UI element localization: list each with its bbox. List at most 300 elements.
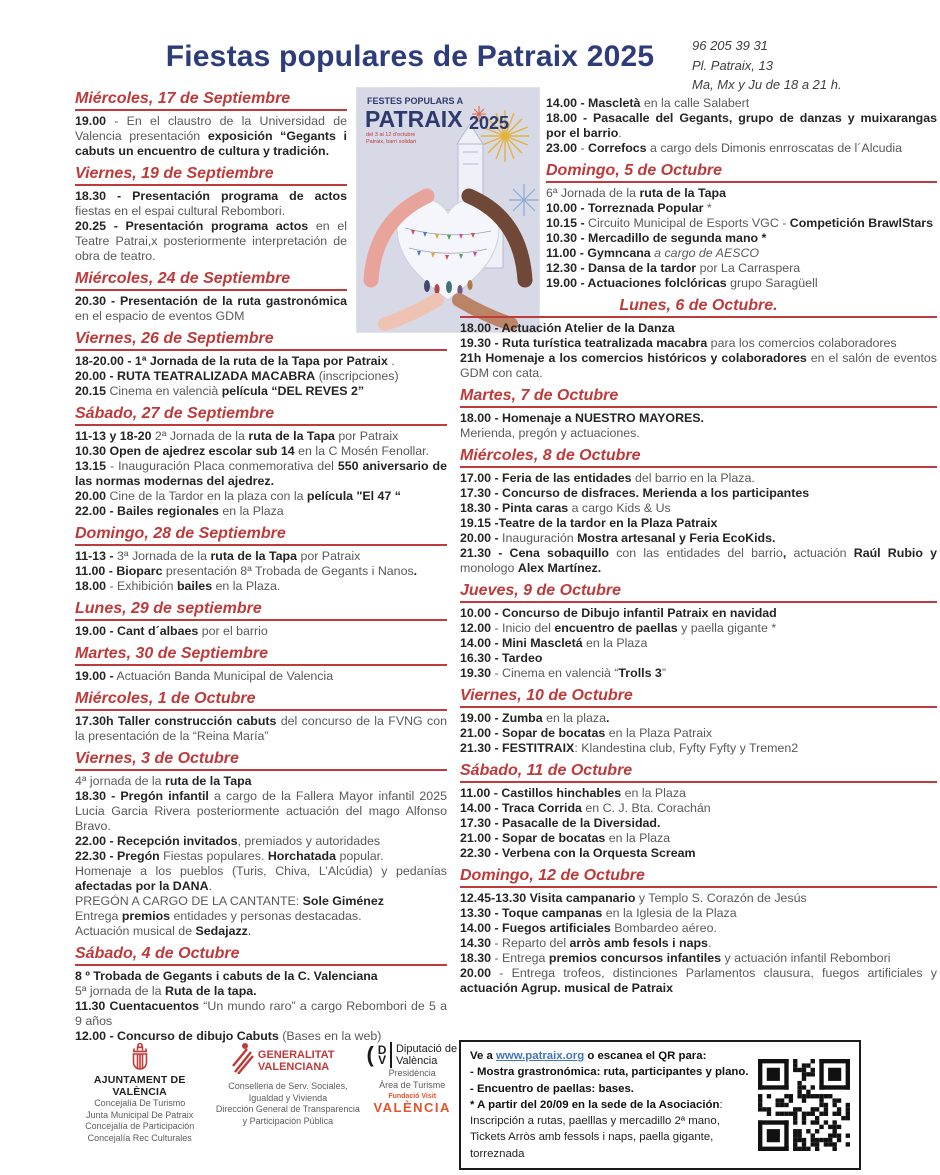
text-segment: (inscripciones) xyxy=(315,369,399,383)
text-segment: a cargo de la Fallera Mayor infantil 2025 Lucia Garcia Rivera posteriormente actuación del mago Alfonso Bravo. xyxy=(75,789,447,833)
text-segment: fiestas en el espai cultural Rebombori. xyxy=(75,204,286,218)
logo-title: GENERALITAT VALENCIANA xyxy=(257,1048,335,1073)
text-segment: - En el claustro de la Universidad de Valencia presentación xyxy=(75,114,347,143)
event-line xyxy=(75,219,347,264)
logo-subline: Igualdad y Vivienda xyxy=(248,1092,328,1103)
date-heading: Viernes, 26 de Septiembre xyxy=(75,330,447,351)
text-segment: en la Plaza. xyxy=(212,579,281,593)
event-line xyxy=(460,951,937,966)
text-segment: Mostra artesanal y Feria EcoKids. xyxy=(577,531,776,545)
text-segment: . xyxy=(618,126,622,140)
text-segment: 17.00 - Feria de las entidades xyxy=(460,471,632,485)
date-section xyxy=(75,330,447,399)
text-segment: 19.00 xyxy=(75,114,107,128)
text-segment: Trolls 3 xyxy=(618,666,662,680)
text-segment: Alex Martínez. xyxy=(517,561,602,575)
qr-code xyxy=(758,1059,850,1151)
text-segment: 20.30 - Presentación de la ruta gastronómica xyxy=(75,294,347,308)
event-line xyxy=(75,189,347,219)
event-line xyxy=(75,384,447,399)
date-section xyxy=(75,600,447,639)
event-line xyxy=(75,579,447,594)
text-segment: premios xyxy=(121,909,171,923)
text-segment: 17.30h Taller construcción cabuts xyxy=(75,714,277,728)
logo-subline: Àrea de Turisme xyxy=(379,1079,446,1090)
date-heading: Viernes, 10 de Octubre xyxy=(460,687,937,708)
date-heading: Sábado, 27 de Septiembre xyxy=(75,405,447,426)
event-line xyxy=(460,831,937,846)
text-segment: o escanea el QR para: xyxy=(584,1050,707,1063)
event-line xyxy=(546,276,937,291)
contact-hours: Ma, Mx y Ju de 18 a 21 h. xyxy=(692,77,842,92)
text-segment: : xyxy=(719,1098,723,1111)
fundacio-visit-label: Fundació Visit xyxy=(388,1093,437,1100)
date-heading: Sábado, 4 de Octubre xyxy=(75,945,447,966)
text-segment: . xyxy=(606,711,610,725)
logo-subline: Junta Municipal De Patraix xyxy=(86,1109,194,1120)
text-segment: , premiados y autoridades xyxy=(237,834,381,848)
event-line xyxy=(546,201,937,216)
info-line xyxy=(470,1081,749,1097)
date-section xyxy=(75,405,447,519)
event-line xyxy=(75,444,447,459)
poster-topline: FESTES POPULARS A xyxy=(367,96,464,106)
text-segment: 18.30 xyxy=(460,951,492,965)
text-segment: en la Plaza xyxy=(582,636,648,650)
patraix-website-link[interactable]: www.patraix.org xyxy=(495,1050,585,1063)
text-segment: grupo Saragüell xyxy=(726,276,818,290)
date-section xyxy=(75,270,447,324)
event-line xyxy=(546,216,937,231)
text-segment: 8 º Trobada de Gegants i cabuts de la C. Valenciana xyxy=(75,969,378,983)
text-segment: 13.15 xyxy=(75,459,107,473)
event-line xyxy=(460,801,937,816)
text-segment: en C. J. Bta. Corachán xyxy=(581,801,711,815)
text-segment: actuación Agrup. musical de Patraix xyxy=(460,981,674,995)
text-segment: Inauguración xyxy=(498,531,578,545)
text-segment: “Un mundo raro” a cargo Rebombori de 5 a 9 años xyxy=(75,999,448,1028)
date-section xyxy=(75,90,447,159)
text-segment: 18.00 - Homenaje a NUESTRO MAYORES. xyxy=(460,411,704,425)
event-line xyxy=(75,549,447,564)
event-line xyxy=(460,321,937,336)
date-heading: Domingo, 12 de Octubre xyxy=(460,867,937,888)
text-segment: - Inicio del xyxy=(491,621,555,635)
date-heading: Domingo, 28 de Septiembre xyxy=(75,525,447,546)
text-segment: 22.30 - Pregón xyxy=(75,849,160,863)
poster-dates: del 3 al 12 d'octubre xyxy=(366,132,416,138)
text-segment: 20.15 xyxy=(75,384,107,398)
text-segment: : Klandestina club, Fyfty Fyfty y Tremen2 xyxy=(574,741,799,755)
text-segment: 18.00 - Pasacalle del Gegants, grupo de danzas y muixarangas por el barrio xyxy=(546,111,937,140)
date-section xyxy=(75,690,447,744)
event-line xyxy=(75,294,347,324)
text-segment: 19.30 xyxy=(460,666,492,680)
gva-senyera-icon xyxy=(232,1042,254,1079)
text-segment: - xyxy=(577,141,589,155)
text-segment: 21.00 - Sopar de bocatas xyxy=(460,831,606,845)
text-segment: ruta de la Tapa xyxy=(248,429,335,443)
event-line xyxy=(75,669,447,684)
event-line xyxy=(75,984,447,999)
text-segment: * A partir del 20/09 en la sede de la Asociación xyxy=(470,1098,720,1111)
logo-sublines xyxy=(211,1081,364,1127)
text-segment: - Exhibición xyxy=(106,579,177,593)
text-segment: 14.30 xyxy=(460,936,492,950)
text-segment: 13.30 - Toque campanas xyxy=(460,906,603,920)
text-segment: 19.15 -Teatre de la tardor en la Plaza Patraix xyxy=(460,516,718,530)
text-segment: a cargo Kids & Us xyxy=(568,501,671,515)
logo-subline: Concejalía de Participación xyxy=(85,1121,195,1131)
logo-subline: Dirección General de Transparencia xyxy=(215,1104,360,1114)
text-segment: encuentro de paellas xyxy=(554,621,678,635)
text-segment: . xyxy=(707,936,712,950)
text-segment: 11-13 y 18-20 xyxy=(75,429,152,443)
event-line xyxy=(75,459,447,489)
date-section xyxy=(460,447,937,576)
text-segment: Ve a xyxy=(470,1050,496,1063)
visit-valencia-logo: VALÈNCIA xyxy=(373,1100,451,1115)
logo-subline: Concejalía De Turismo xyxy=(94,1098,186,1108)
event-line xyxy=(460,891,937,906)
text-segment: 19.30 - Ruta turística teatralizada macabra xyxy=(460,336,708,350)
date-section xyxy=(75,165,447,264)
text-segment: Ruta de la tapa. xyxy=(165,984,257,998)
text-segment: 12.00 xyxy=(460,621,492,635)
event-line xyxy=(460,621,937,636)
text-segment: 12.30 - Dansa de la tardor xyxy=(546,261,697,275)
date-heading: Domingo, 5 de Octubre xyxy=(546,162,937,183)
text-segment: película "El 47 “ xyxy=(306,489,401,503)
text-segment: Actuación Banda Municipal de Valencia xyxy=(113,669,334,683)
text-segment: monologo xyxy=(460,561,518,575)
text-segment: Homenaje a los pueblos (Turis, Chiva, L’Alcúdia) y pedanías xyxy=(75,864,447,878)
text-segment: 12.45-13.30 Visita campanario xyxy=(460,891,636,905)
text-segment: 19.00 - Zumba xyxy=(460,711,543,725)
text-segment: 19.00 - xyxy=(75,669,114,683)
date-heading: Viernes, 3 de Octubre xyxy=(75,750,447,771)
event-line xyxy=(75,849,447,864)
text-segment: 20.00 xyxy=(460,966,492,980)
text-segment: Cinema en valencià xyxy=(106,384,222,398)
text-segment: 11-13 - xyxy=(75,549,114,563)
text-segment: 16.30 - Tardeo xyxy=(460,651,543,665)
text-segment: 20.00 - RUTA TEATRALIZADA MACABRA xyxy=(75,369,316,383)
event-line xyxy=(75,864,447,894)
event-line xyxy=(460,636,937,651)
event-line xyxy=(546,246,937,261)
event-line xyxy=(460,516,937,531)
text-segment: . xyxy=(247,924,252,938)
event-line xyxy=(460,471,937,486)
text-segment: y Templo S. Corazón de Jesús xyxy=(635,891,807,905)
text-segment: 11.00 - Castillos hinchables xyxy=(460,786,622,800)
text-segment: 19.00 - Cant d´albaes xyxy=(75,624,199,638)
event-line xyxy=(460,726,937,741)
event-line xyxy=(460,921,937,936)
text-segment: en la Plaza Patraix xyxy=(605,726,713,740)
text-segment: Cine de la Tardor en la plaza con la xyxy=(106,489,307,503)
info-line xyxy=(470,1129,749,1161)
text-segment: en la C Mosén Fenollar. xyxy=(294,444,430,458)
text-segment: 21.30 - Cena sobaquillo xyxy=(460,546,610,560)
event-line xyxy=(75,834,447,849)
text-segment: 2ª Jornada de la xyxy=(151,429,249,443)
info-line xyxy=(470,1113,749,1129)
date-heading: Martes, 30 de Septiembre xyxy=(75,645,447,666)
date-section xyxy=(75,750,447,939)
ajuntament-crest-icon xyxy=(68,1042,211,1072)
date-heading: Miércoles, 24 de Septiembre xyxy=(75,270,347,291)
text-segment: 22.00 - Bailes regionales xyxy=(75,504,219,518)
text-segment: 14.00 - Mini Mascletá xyxy=(460,636,583,650)
text-segment: Raúl Rubio y xyxy=(853,546,938,560)
diputacio-dv-icon: ( D V Diputació de València xyxy=(366,1042,458,1067)
text-segment: Sole Giménez xyxy=(302,894,384,908)
logo-subline: Conselleria de Serv. Sociales, xyxy=(228,1081,348,1091)
event-line xyxy=(75,924,447,939)
text-segment: 5ª jornada de la xyxy=(75,984,166,998)
logo-subline: y Participación Pública xyxy=(242,1115,334,1126)
event-line xyxy=(546,186,937,201)
text-segment: ruta de la Tapa xyxy=(165,774,252,788)
logo-title: Diputació de València xyxy=(395,1043,458,1067)
event-line xyxy=(546,96,937,111)
event-line xyxy=(460,786,937,801)
text-segment: PREGÓN A CARGO DE LA CANTANTE: xyxy=(75,894,303,908)
text-segment: - Mostra grastronómica: ruta, participantes y plano. xyxy=(470,1066,749,1079)
text-segment: 12.00 - Concurso de dibujo Cabuts xyxy=(75,1029,279,1043)
text-segment: 14.00 - Traca Corrida xyxy=(460,801,582,815)
text-segment: con las entidades del barrio xyxy=(609,546,783,560)
date-heading: Jueves, 9 de Octubre xyxy=(460,582,937,603)
text-segment: - Reparto del xyxy=(491,936,570,950)
text-segment: premios concursos infantiles xyxy=(548,951,722,965)
text-segment: 20.00 xyxy=(75,489,107,503)
logo-ajuntament-valencia xyxy=(68,1042,211,1144)
text-segment: 10.00 - Torreznada Popular xyxy=(546,201,704,215)
text-segment: Inscripción a rutas, paelllas y mercadillo 2ª mano, xyxy=(470,1115,720,1128)
poster-subtitle: Patraix, barri solidari xyxy=(366,139,417,145)
text-segment: - Inauguración Placa conmemorativa del xyxy=(106,459,338,473)
text-segment: 19.00 - Actuaciones folclóricas xyxy=(546,276,727,290)
text-segment: 10.30 Open de ajedrez escolar sub 14 xyxy=(75,444,295,458)
text-segment: arròs amb fesols i naps xyxy=(569,936,708,950)
poster-name: PATRAIX xyxy=(365,106,463,132)
date-section xyxy=(460,162,937,291)
event-line xyxy=(460,906,937,921)
event-line xyxy=(75,489,447,504)
event-line xyxy=(75,999,447,1029)
text-segment: Actuación musical de xyxy=(75,924,196,938)
event-line xyxy=(75,774,447,789)
text-segment: - Entrega xyxy=(491,951,549,965)
text-segment: (Bases en la web) xyxy=(278,1029,382,1043)
event-line xyxy=(460,741,937,756)
logo-subline: Concejalía Rec Culturales xyxy=(87,1132,192,1143)
logo-sublines xyxy=(364,1068,460,1091)
text-segment: 6ª Jornada de la xyxy=(546,186,640,200)
text-segment: ” xyxy=(661,666,666,680)
date-section xyxy=(75,525,447,594)
event-line xyxy=(75,369,447,384)
text-segment: 18.30 - Pregón infantil xyxy=(75,789,209,803)
info-line xyxy=(470,1064,749,1080)
text-segment: a cargo dels Dimonis enrroscatas de l´Alcudia xyxy=(646,141,903,155)
text-segment: 21.30 - FESTITRAIX xyxy=(460,741,575,755)
text-segment: 11.30 Cuentacuentos xyxy=(75,999,200,1013)
text-segment: y paella gigante * xyxy=(677,621,777,635)
date-section xyxy=(460,297,937,381)
sponsor-logos xyxy=(68,1042,460,1144)
text-segment: en el salón de eventos GDM con cata. xyxy=(460,351,937,380)
info-line xyxy=(470,1097,749,1113)
text-segment: por Patraix xyxy=(334,429,399,443)
text-segment: . xyxy=(208,879,213,893)
poster-year: 2025 xyxy=(469,113,510,133)
logo-sublines xyxy=(68,1098,211,1144)
text-segment: 21.00 - Sopar de bocatas xyxy=(460,726,606,740)
event-line xyxy=(460,531,937,546)
text-segment: 17.30 - Pasacalle de la Diversidad. xyxy=(460,816,661,830)
event-line xyxy=(75,969,447,984)
text-segment: Entrega xyxy=(75,909,122,923)
text-segment: 10.15 - xyxy=(546,216,585,230)
event-line xyxy=(546,261,937,276)
text-segment: 11.00 - Gymncana xyxy=(546,246,651,260)
event-line xyxy=(546,111,937,141)
text-segment: * xyxy=(703,201,712,215)
event-line xyxy=(75,894,447,909)
date-heading: Viernes, 19 de Septiembre xyxy=(75,165,347,186)
qr-info-lines xyxy=(470,1048,749,1161)
date-section xyxy=(75,945,447,1044)
text-segment: y actuación infantil Rebombori xyxy=(721,951,891,965)
date-section xyxy=(460,687,937,756)
text-segment: 10.00 - Concurso de Dibujo infantil Patraix en navidad xyxy=(460,606,777,620)
date-section xyxy=(460,96,937,156)
event-line xyxy=(460,711,937,726)
event-line xyxy=(75,504,447,519)
logo-subline: Presidència xyxy=(388,1068,436,1078)
text-segment: 20.25 - Presentación programa actos xyxy=(75,219,309,233)
text-segment: en la Plaza xyxy=(218,504,284,518)
event-line xyxy=(460,936,937,951)
text-segment: Bombardeo aéreo. xyxy=(610,921,717,935)
text-segment: del concurso de la FVNG con la presentación de la “Reina María” xyxy=(75,714,447,743)
text-segment: 18.30 - Pinta caras xyxy=(460,501,569,515)
event-line xyxy=(460,426,937,441)
event-line xyxy=(460,336,937,351)
event-line xyxy=(75,564,447,579)
text-segment: entidades y personas destacadas. xyxy=(170,909,362,923)
text-segment: para los comercios colaboradores xyxy=(707,336,897,350)
text-segment: por el barrio xyxy=(198,624,268,638)
text-segment: por Patraix xyxy=(297,549,361,563)
date-heading: Sábado, 11 de Octubre xyxy=(460,762,937,783)
text-segment: Correfocs xyxy=(588,141,647,155)
text-segment: en la calle Salabert xyxy=(640,96,750,110)
text-segment: Circuito Municipal de Esports VGC - xyxy=(584,216,790,230)
event-line xyxy=(460,966,937,996)
text-segment: 23.00 xyxy=(546,141,578,155)
date-heading: Miércoles, 8 de Octubre xyxy=(460,447,937,468)
text-segment: en la Iglesia de la Plaza xyxy=(602,906,737,920)
text-segment: 18-20.00 - 1ª Jornada de la ruta de la Tapa por Patraix xyxy=(75,354,388,368)
text-segment: a cargo de AESCO xyxy=(650,246,760,260)
text-segment: . xyxy=(413,564,418,578)
text-segment: bailes xyxy=(176,579,213,593)
event-line xyxy=(460,846,937,861)
text-segment: . xyxy=(387,354,395,368)
logo-title: AJUNTAMENT DE VALÈNCIA xyxy=(93,1074,186,1098)
text-segment: del barrio en la Plaza. xyxy=(631,471,755,485)
text-segment: 20.00 - xyxy=(460,531,499,545)
date-heading: Lunes, 6 de Octubre. xyxy=(460,297,937,318)
text-segment: 14.00 - Fuegos artificiales xyxy=(460,921,611,935)
info-line xyxy=(470,1048,749,1064)
event-line xyxy=(460,606,937,621)
event-line xyxy=(75,354,447,369)
text-segment: 18.00 - Actuación Atelier de la Danza xyxy=(460,321,675,335)
contact-info xyxy=(692,36,842,95)
text-segment: ruta de la Tapa xyxy=(210,549,298,563)
event-line xyxy=(460,411,937,426)
text-segment: Fiestas populares. xyxy=(159,849,268,863)
text-segment: presentación 8ª Trobada de Gegants i Nanos xyxy=(162,564,414,578)
text-segment: 10.30 - Mercadillo de segunda mano * xyxy=(546,231,767,245)
contact-address: Pl. Patraix, 13 xyxy=(692,57,773,73)
text-segment: en la Plaza xyxy=(605,831,671,845)
text-segment: 550 aniversario de las normas modernas del ajedrez. xyxy=(75,459,447,488)
schedule-column-left xyxy=(75,90,447,1044)
date-heading: Miércoles, 1 de Octubre xyxy=(75,690,447,711)
text-segment: Merienda, pregón y actuaciones. xyxy=(460,426,640,440)
date-heading: Martes, 7 de Octubre xyxy=(460,387,937,408)
event-line xyxy=(546,231,937,246)
text-segment: 18.00 xyxy=(75,579,107,593)
date-heading: Miércoles, 17 de Septiembre xyxy=(75,90,347,111)
text-segment: 21h Homenaje a los comercios históricos y colaboradores xyxy=(460,351,807,365)
text-segment: en la Plaza xyxy=(621,786,686,800)
text-segment: 22.00 - Recepción invitados xyxy=(75,834,238,848)
text-segment: ruta de la Tapa xyxy=(639,186,726,200)
logo-generalitat-valenciana xyxy=(211,1042,364,1144)
text-segment: actuación xyxy=(786,546,854,560)
event-line xyxy=(460,651,937,666)
event-line xyxy=(75,429,447,444)
date-section xyxy=(460,387,937,441)
text-segment: 18.30 - Presentación programa de actos xyxy=(75,189,347,203)
event-line xyxy=(75,789,447,834)
text-segment: , xyxy=(782,546,787,560)
text-segment: Competición BrawlStars xyxy=(789,216,933,230)
event-line xyxy=(460,486,937,501)
logo-diputacio-valencia xyxy=(364,1042,460,1144)
event-line xyxy=(460,351,937,381)
text-segment: exposición “Gegants i cabuts un encuentro de cultura y tradición. xyxy=(75,129,347,158)
text-segment: en el Teatre Patrai,x posteriormente interpretación de obra de teatro. xyxy=(75,219,347,263)
text-segment: en el espacio de eventos GDM xyxy=(75,309,245,323)
text-segment: popular. xyxy=(336,849,384,863)
event-line xyxy=(460,816,937,831)
event-line xyxy=(460,546,937,576)
text-segment: en la plaza xyxy=(542,711,607,725)
text-segment: 17.30 - Concurso de disfraces. Merienda a los participantes xyxy=(460,486,810,500)
date-section xyxy=(460,867,937,996)
text-segment: afectadas por la DANA xyxy=(75,879,209,893)
text-segment: Tickets Arròs amb fessols i naps, paella gigante, torreznada xyxy=(470,1131,714,1160)
